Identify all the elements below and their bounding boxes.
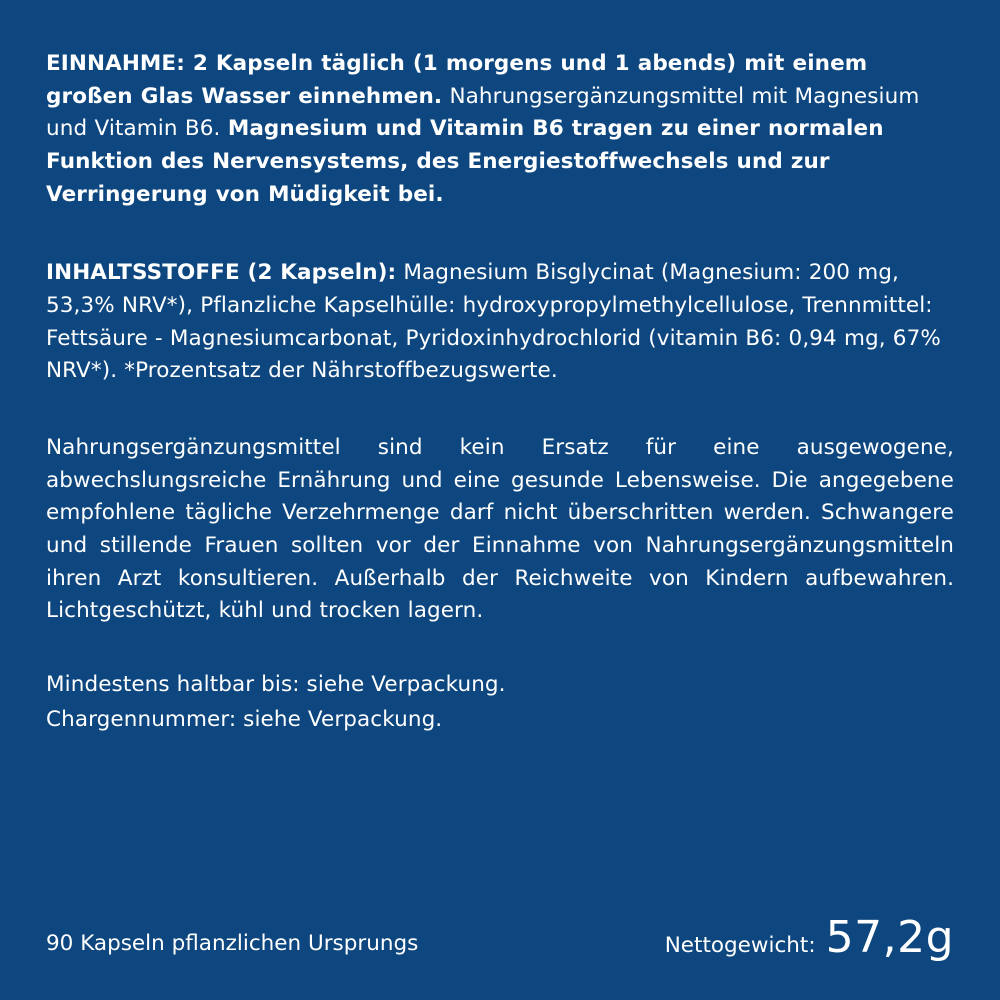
ingredients-heading: INHALTSSTOFFE (2 Kapseln): — [46, 260, 397, 286]
batch-number-line: Chargennummer: siehe Verpackung. — [46, 706, 443, 732]
disclaimer-paragraph: Nahrungsergänzungsmittel sind kein Ersatz für eine ausgewogene, abwechslungsreiche Ernährung und eine gesunde Lebensweise. Die angegebene empfohlene tägliche Verzehrmenge darf nicht überschritten werden. Schwangere und stillende Frauen sollten vor der Einnahme von Nahrungsergänzungsmitteln ihren Arzt konsultieren. Außerhalb der Reichweite von Kindern aufbewahren. Lichtgeschützt, kühl und trocken lagern. — [46, 435, 954, 624]
usage-heading: EINNAHME: — [46, 51, 185, 76]
ingredients-text: Magnesium Bisglycinat (Magnesium: 200 mg, 53,3% NRV*), Pflanzliche Kapselhülle: hydroxypropylmethylcellulose, Trennmittel: Fettsäure - Magnesiumcarbonat, Pyridoxinhydrochlorid (vitamin B6: 0,94 mg, 67% NRV*). *Prozentsatz der Nährstoffbezugswerte. — [46, 260, 941, 384]
usage-paragraph — [46, 48, 954, 211]
storage-info — [46, 668, 954, 738]
usage-bold-tail: Magnesium und Vitamin B6 tragen zu einer normalen Funktion des Nervensystems, des Energiestoffwechsels und zur Verringerung von Müdigkeit bei. — [46, 116, 884, 207]
best-before-line: Mindestens haltbar bis: siehe Verpackung. — [46, 672, 506, 698]
usage-normal-mid: Nahrungsergänzungsmittel mit Magnesium und Vitamin B6. — [46, 83, 920, 142]
net-weight-value: 57,2g — [825, 912, 954, 963]
usage-bold-lead: 2 Kapseln täglich (1 morgens und 1 abends) mit einem großen Glas Wasser einnehmen. — [46, 51, 868, 109]
net-weight — [664, 912, 954, 963]
net-weight-label: Nettogewicht: — [664, 933, 816, 958]
capsule-count: 90 Kapseln pflanzlichen Ursprungs — [46, 931, 419, 957]
ingredients-paragraph — [46, 257, 954, 388]
footer — [46, 912, 954, 963]
